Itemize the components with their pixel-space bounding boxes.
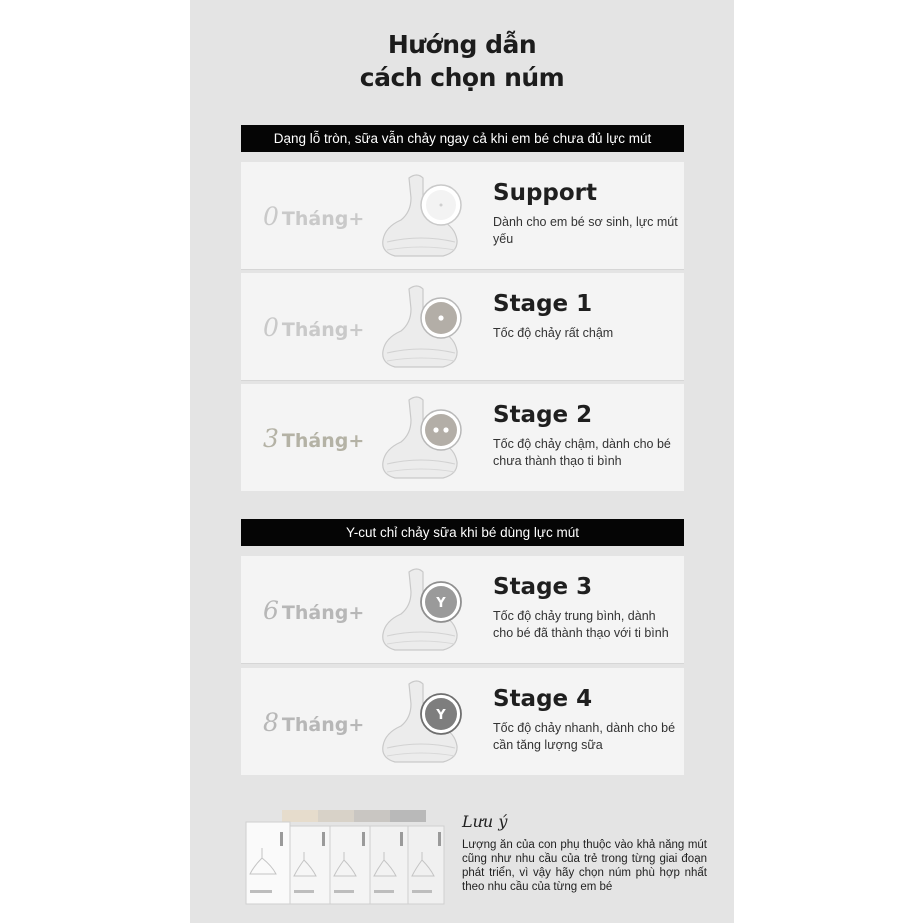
- divider: [241, 380, 684, 381]
- banner-round-hole: Dạng lỗ tròn, sữa vẫn chảy ngay cả khi em bé chưa đủ lực mút: [241, 125, 684, 152]
- nipple-stage-3-icon: [381, 566, 476, 656]
- banner-y-cut: Y-cut chỉ chảy sữa khi bé dùng lực mút: [241, 519, 684, 546]
- title-line-2: cách chọn núm: [359, 63, 565, 92]
- note-title: Lưu ý: [462, 812, 508, 831]
- nipple-stage-2-icon: [381, 394, 476, 484]
- stage-description: Tốc độ chảy nhanh, dành cho bé cần tăng lượng sữa: [493, 721, 676, 752]
- card-stage-4: [241, 668, 684, 775]
- stage-description: Tốc độ chảy trung bình, dành cho bé đã thành thạo với ti bình: [493, 609, 669, 640]
- page-title: [190, 28, 734, 94]
- nipple-support-icon: [381, 172, 476, 262]
- stage-name: Support: [493, 180, 598, 206]
- card-stage-3: [241, 556, 684, 663]
- card-support: [241, 162, 684, 269]
- age-label: 0 Tháng+: [263, 313, 365, 342]
- divider: [241, 269, 684, 270]
- guide-panel: [190, 0, 734, 923]
- card-stage-1: [241, 273, 684, 380]
- age-label: 8 Tháng+: [263, 708, 365, 737]
- title-line-1: Hướng dẫn: [387, 30, 537, 59]
- nipple-stage-1-icon: [381, 283, 476, 373]
- stage-name: Stage 2: [493, 402, 593, 428]
- svg-text:Y: Y: [436, 596, 446, 611]
- stage-description: Tốc độ chảy chậm, dành cho bé chưa thành thạo ti bình: [493, 437, 671, 468]
- stage-name: Stage 3: [493, 574, 593, 600]
- product-boxes-image: [242, 808, 447, 908]
- nipple-stage-4-icon: [381, 678, 476, 768]
- card-stage-2: [241, 384, 684, 491]
- stage-description: Tốc độ chảy rất chậm: [493, 326, 614, 340]
- stage-description: Dành cho em bé sơ sinh, lực mút yếu: [493, 215, 678, 246]
- stage-name: Stage 4: [493, 686, 593, 712]
- stage-name: Stage 1: [493, 291, 593, 317]
- age-label: 6 Tháng+: [263, 596, 365, 625]
- age-label: 3 Tháng+: [263, 424, 365, 453]
- age-label: 0 Tháng+: [263, 202, 365, 231]
- note-text: Lượng ăn của con phụ thuộc vào khả năng mút cũng như nhu cầu của trẻ trong từng giai đoạn phát triển, vì vậy hãy chọn núm phù hợp nhất theo nhu cầu của từng em bé: [462, 839, 707, 893]
- divider: [241, 663, 684, 664]
- svg-text:Y: Y: [436, 708, 446, 723]
